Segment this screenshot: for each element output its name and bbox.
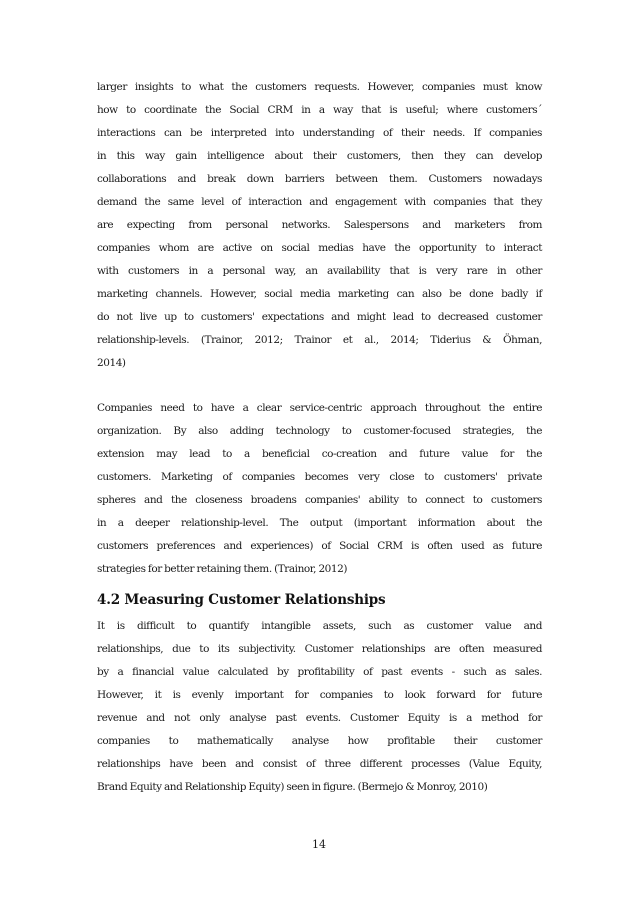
text-line: relationships have been and consist of three different processes (Value Equity,: [97, 758, 542, 770]
text-line: by a financial value calculated by profitability of past events - such as sales.: [97, 666, 542, 678]
text-line: are expecting from personal networks. Salespersons and marketers from: [97, 219, 542, 231]
text-line: collaborations and break down barriers between them. Customers nowadays: [97, 173, 542, 185]
paragraph-spacer: [97, 375, 542, 397]
text-line: customers preferences and experiences) of Social CRM is often used as future: [97, 540, 542, 552]
text-line: However, it is evenly important for companies to look forward for future: [97, 689, 542, 701]
text-line: Companies need to have a clear service-centric approach throughout the entire: [97, 402, 542, 414]
paragraph-service-centric: [97, 397, 542, 581]
text-line: customers. Marketing of companies becomes very close to customers' private: [97, 471, 542, 483]
text-line: in a deeper relationship-level. The output (important information about the: [97, 517, 542, 529]
text-line: companies to mathematically analyse how profitable their customer: [97, 735, 542, 747]
text-line: marketing channels. However, social media marketing can also be done badly if: [97, 288, 542, 300]
text-line: 2014): [97, 357, 126, 369]
text-line: larger insights to what the customers requests. However, companies must know: [97, 81, 542, 93]
page-number: 14: [312, 838, 326, 851]
page-body: [97, 76, 542, 799]
text-line: Brand Equity and Relationship Equity) seen in figure. (Bermejo & Monroy, 2010): [97, 781, 488, 793]
text-line: It is difficult to quantify intangible assets, such as customer value and: [97, 620, 542, 632]
text-line: how to coordinate the Social CRM in a way that is useful; where customers´: [97, 104, 542, 116]
text-line: companies whom are active on social medias have the opportunity to interact: [97, 242, 542, 254]
paragraph-social-crm: [97, 76, 542, 375]
text-line: organization. By also adding technology to customer-focused strategies, the: [97, 425, 542, 437]
text-line: strategies for better retaining them. (Trainor, 2012): [97, 563, 348, 575]
text-line: relationships, due to its subjectivity. Customer relationships are often measured: [97, 643, 542, 655]
text-line: do not live up to customers' expectations and might lead to decreased customer: [97, 311, 542, 323]
paragraph-measuring: [97, 615, 542, 799]
text-line: interactions can be interpreted into understanding of their needs. If companies: [97, 127, 542, 139]
text-line: demand the same level of interaction and engagement with companies that they: [97, 196, 542, 208]
text-line: revenue and not only analyse past events. Customer Equity is a method for: [97, 712, 542, 724]
text-line: relationship-levels. (Trainor, 2012; Trainor et al., 2014; Tiderius & Öhman,: [97, 334, 542, 346]
text-line: spheres and the closeness broadens companies' ability to connect to customers: [97, 494, 542, 506]
section-heading: 4.2 Measuring Customer Relationships: [97, 592, 386, 608]
text-line: with customers in a personal way, an availability that is very rare in other: [97, 265, 542, 277]
text-line: extension may lead to a beneficial co-creation and future value for the: [97, 448, 542, 460]
text-line: in this way gain intelligence about their customers, then they can develop: [97, 150, 542, 162]
